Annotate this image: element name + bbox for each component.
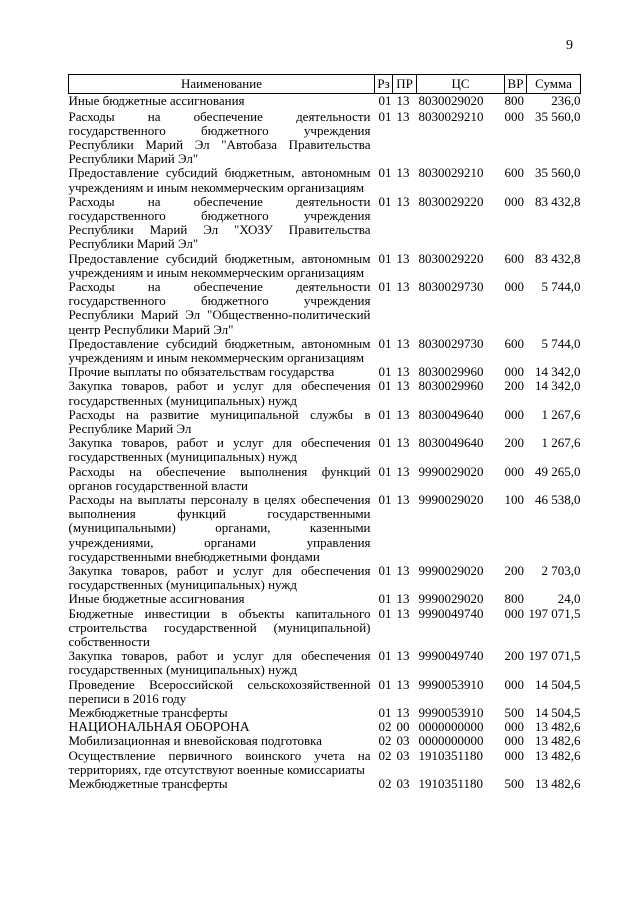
row-pr: 13 <box>396 406 410 422</box>
row-rz: 01 <box>378 108 392 124</box>
row-rz: 02 <box>378 776 392 792</box>
row-cs: 0000000000 <box>418 719 484 735</box>
table-row <box>69 337 581 365</box>
table-row <box>69 195 581 252</box>
row-cs: 9990053910 <box>418 676 484 692</box>
row-vr: 000 <box>504 463 524 479</box>
row-name: Осуществление первичного воинского учета на территориях, где отсутствуют военные комиссариаты <box>68 747 371 777</box>
row-sum: 1 267,6 <box>541 435 581 451</box>
row-sum: 14 504,5 <box>535 705 581 721</box>
row-cs: 9990029020 <box>418 463 484 479</box>
row-cs: 8030049640 <box>418 406 484 422</box>
row-name: Закупка товаров, работ и услуг для обеспечения государственных (муниципальных) нужд <box>68 648 371 678</box>
row-vr: 000 <box>504 193 524 209</box>
row-vr: 000 <box>504 108 524 124</box>
row-vr: 000 <box>504 676 524 692</box>
table-row <box>69 465 581 493</box>
row-sum: 49 265,0 <box>535 463 581 479</box>
row-vr: 500 <box>504 776 524 792</box>
row-name: Проведение Всероссийской сельскохозяйственной переписи в 2016 году <box>68 676 371 706</box>
row-rz: 01 <box>378 364 392 380</box>
row-pr: 13 <box>396 705 410 721</box>
row-sum: 14 504,5 <box>535 676 581 692</box>
row-cs: 9990049740 <box>418 648 484 664</box>
table-row <box>69 777 581 791</box>
row-vr: 000 <box>504 364 524 380</box>
row-rz: 02 <box>378 719 392 735</box>
row-cs: 8030029960 <box>418 364 484 380</box>
table-row <box>69 564 581 592</box>
row-sum: 83 432,8 <box>535 193 581 209</box>
row-cs: 9990029020 <box>418 591 484 607</box>
row-sum: 197 071,5 <box>528 648 581 664</box>
row-sum: 14 342,0 <box>535 364 581 380</box>
row-pr: 03 <box>396 747 410 763</box>
row-pr: 00 <box>396 719 410 735</box>
table-body <box>69 94 581 792</box>
row-vr: 000 <box>504 605 524 621</box>
row-name: Иные бюджетные ассигнования <box>68 93 245 108</box>
row-name: Расходы на обеспечение деятельности государственного бюджетного учреждения Республики Марий Эл "Автобаза Правительства Республики Марий Эл" <box>68 108 371 167</box>
row-pr: 03 <box>396 776 410 792</box>
row-pr: 13 <box>396 563 410 578</box>
row-rz: 01 <box>378 93 392 108</box>
row-vr: 000 <box>504 747 524 763</box>
table-row <box>69 252 581 280</box>
row-rz: 01 <box>378 463 392 479</box>
row-sum: 236,0 <box>551 93 581 108</box>
row-name: Расходы на обеспечение деятельности государственного бюджетного учреждения Республики Марий Эл "Общественно-политический центр Республики Марий Эл" <box>68 278 371 337</box>
table-row <box>69 436 581 464</box>
row-pr: 13 <box>396 463 410 479</box>
row-cs: 8030029210 <box>418 165 484 181</box>
row-cs: 8030029210 <box>418 108 484 124</box>
row-name: Прочие выплаты по обязательствам государства <box>68 364 335 380</box>
row-rz: 01 <box>378 435 392 451</box>
row-cs: 8030029730 <box>418 335 484 351</box>
row-vr: 000 <box>504 406 524 422</box>
row-rz: 01 <box>378 605 392 621</box>
row-cs: 8030029730 <box>418 278 484 294</box>
header-pr: ПР <box>393 75 417 94</box>
table-row <box>69 734 581 748</box>
row-rz: 01 <box>378 335 392 351</box>
row-pr: 13 <box>396 278 410 294</box>
table-row <box>69 280 581 337</box>
row-sum: 1 267,6 <box>541 406 581 422</box>
row-sum: 5 744,0 <box>541 278 581 294</box>
row-name: Закупка товаров, работ и услуг для обеспечения государственных (муниципальных) нужд <box>68 563 371 593</box>
table-row <box>69 706 581 720</box>
header-cs: ЦС <box>417 75 505 94</box>
row-vr: 800 <box>504 93 524 108</box>
row-sum: 13 482,6 <box>535 719 581 735</box>
table-row <box>69 607 581 650</box>
row-cs: 8030049640 <box>418 435 484 451</box>
row-pr: 13 <box>396 378 410 394</box>
row-pr: 13 <box>396 591 410 607</box>
row-pr: 13 <box>396 193 410 209</box>
row-sum: 35 560,0 <box>535 165 581 181</box>
table-row <box>69 678 581 706</box>
row-name: Межбюджетные трансферты <box>68 776 228 792</box>
row-cs: 8030029220 <box>418 193 484 209</box>
row-rz: 01 <box>378 591 392 607</box>
row-name: Межбюджетные трансферты <box>68 705 228 721</box>
row-name: Мобилизационная и вневойсковая подготовка <box>68 733 323 749</box>
row-vr: 200 <box>504 378 524 394</box>
row-name: Бюджетные инвестиции в объекты капитального строительства государственной (муниципальной) собственности <box>68 605 371 650</box>
row-rz: 01 <box>378 165 392 181</box>
row-pr: 13 <box>396 108 410 124</box>
row-name: Расходы на обеспечение деятельности государственного бюджетного учреждения Республики Марий Эл "ХОЗУ Правительства Республики Марий Эл" <box>68 193 371 252</box>
header-sum: Сумма <box>527 75 581 94</box>
table-row <box>69 110 581 167</box>
row-pr: 13 <box>396 250 410 266</box>
row-sum: 35 560,0 <box>535 108 581 124</box>
row-name: Иные бюджетные ассигнования <box>68 591 245 607</box>
row-sum: 83 432,8 <box>535 250 581 266</box>
row-vr: 000 <box>504 719 524 735</box>
row-sum: 13 482,6 <box>535 747 581 763</box>
row-name: Предоставление субсидий бюджетным, автономным учреждениям и иным некоммерческим организациям <box>68 250 371 280</box>
row-name: Предоставление субсидий бюджетным, автономным учреждениям и иным некоммерческим организациям <box>68 165 371 195</box>
row-sum: 197 071,5 <box>528 605 581 621</box>
row-sum: 24,0 <box>557 591 581 607</box>
row-cs: 1910351180 <box>418 776 484 792</box>
row-cs: 8030029960 <box>418 378 484 394</box>
row-rz: 01 <box>378 193 392 209</box>
row-name: Предоставление субсидий бюджетным, автономным учреждениям и иным некоммерческим организациям <box>68 335 371 365</box>
row-rz: 01 <box>378 563 392 578</box>
header-name: Наименование <box>69 75 375 94</box>
row-vr: 500 <box>504 705 524 721</box>
row-sum: 13 482,6 <box>535 776 581 792</box>
row-vr: 100 <box>504 491 524 507</box>
row-pr: 13 <box>396 93 410 108</box>
budget-table <box>68 74 580 791</box>
row-rz: 01 <box>378 278 392 294</box>
row-cs: 9990053910 <box>418 705 484 721</box>
row-rz: 02 <box>378 747 392 763</box>
row-rz: 01 <box>378 406 392 422</box>
table-row <box>69 365 581 379</box>
row-pr: 13 <box>396 435 410 451</box>
row-pr: 13 <box>396 165 410 181</box>
row-pr: 13 <box>396 364 410 380</box>
row-pr: 13 <box>396 491 410 507</box>
row-sum: 13 482,6 <box>535 733 581 749</box>
table-row <box>69 592 581 606</box>
row-vr: 600 <box>504 335 524 351</box>
row-pr: 03 <box>396 733 410 749</box>
row-name: Закупка товаров, работ и услуг для обеспечения государственных (муниципальных) нужд <box>68 378 371 408</box>
row-sum: 46 538,0 <box>535 491 581 507</box>
row-name: Расходы на выплаты персоналу в целях обеспечения выполнения функций государственными (муниципальными) органами, казенными учреждениями, органами управления государственными внебюджетными фондами <box>68 491 371 564</box>
row-sum: 5 744,0 <box>541 335 581 351</box>
row-vr: 000 <box>504 278 524 294</box>
row-rz: 01 <box>378 378 392 394</box>
row-name: НАЦИОНАЛЬНАЯ ОБОРОНА <box>68 719 250 735</box>
row-pr: 13 <box>396 335 410 351</box>
row-vr: 600 <box>504 250 524 266</box>
row-vr: 200 <box>504 435 524 451</box>
row-pr: 13 <box>396 648 410 664</box>
row-rz: 01 <box>378 676 392 692</box>
row-rz: 02 <box>378 733 392 749</box>
row-cs: 1910351180 <box>418 747 484 763</box>
row-cs: 9990049740 <box>418 605 484 621</box>
table-row <box>69 94 581 110</box>
row-rz: 01 <box>378 648 392 664</box>
page-number: 9 <box>566 38 573 53</box>
row-vr: 000 <box>504 733 524 749</box>
row-rz: 01 <box>378 250 392 266</box>
row-rz: 01 <box>378 491 392 507</box>
row-name: Закупка товаров, работ и услуг для обеспечения государственных (муниципальных) нужд <box>68 435 371 465</box>
row-vr: 600 <box>504 165 524 181</box>
table-row <box>69 649 581 677</box>
row-name: Расходы на обеспечение выполнения функций органов государственной власти <box>68 463 371 493</box>
row-pr: 13 <box>396 605 410 621</box>
row-vr: 200 <box>504 648 524 664</box>
table-row <box>69 720 581 734</box>
row-vr: 200 <box>504 563 524 578</box>
table-row <box>69 408 581 436</box>
header-rz: Рз <box>375 75 393 94</box>
table-row <box>69 166 581 194</box>
table-header-row <box>69 75 581 94</box>
table-row <box>69 493 581 564</box>
table-row <box>69 379 581 407</box>
row-vr: 800 <box>504 591 524 607</box>
row-sum: 14 342,0 <box>535 378 581 394</box>
row-name: Расходы на развитие муниципальной службы в Республике Марий Эл <box>68 406 371 436</box>
row-cs: 8030029220 <box>418 250 484 266</box>
table-row <box>69 749 581 777</box>
row-cs: 8030029020 <box>418 93 484 108</box>
row-cs: 0000000000 <box>418 733 484 749</box>
row-cs: 9990029020 <box>418 563 484 578</box>
row-rz: 01 <box>378 705 392 721</box>
header-vr: ВР <box>505 75 527 94</box>
row-sum: 2 703,0 <box>541 563 581 578</box>
row-pr: 13 <box>396 676 410 692</box>
row-cs: 9990029020 <box>418 491 484 507</box>
